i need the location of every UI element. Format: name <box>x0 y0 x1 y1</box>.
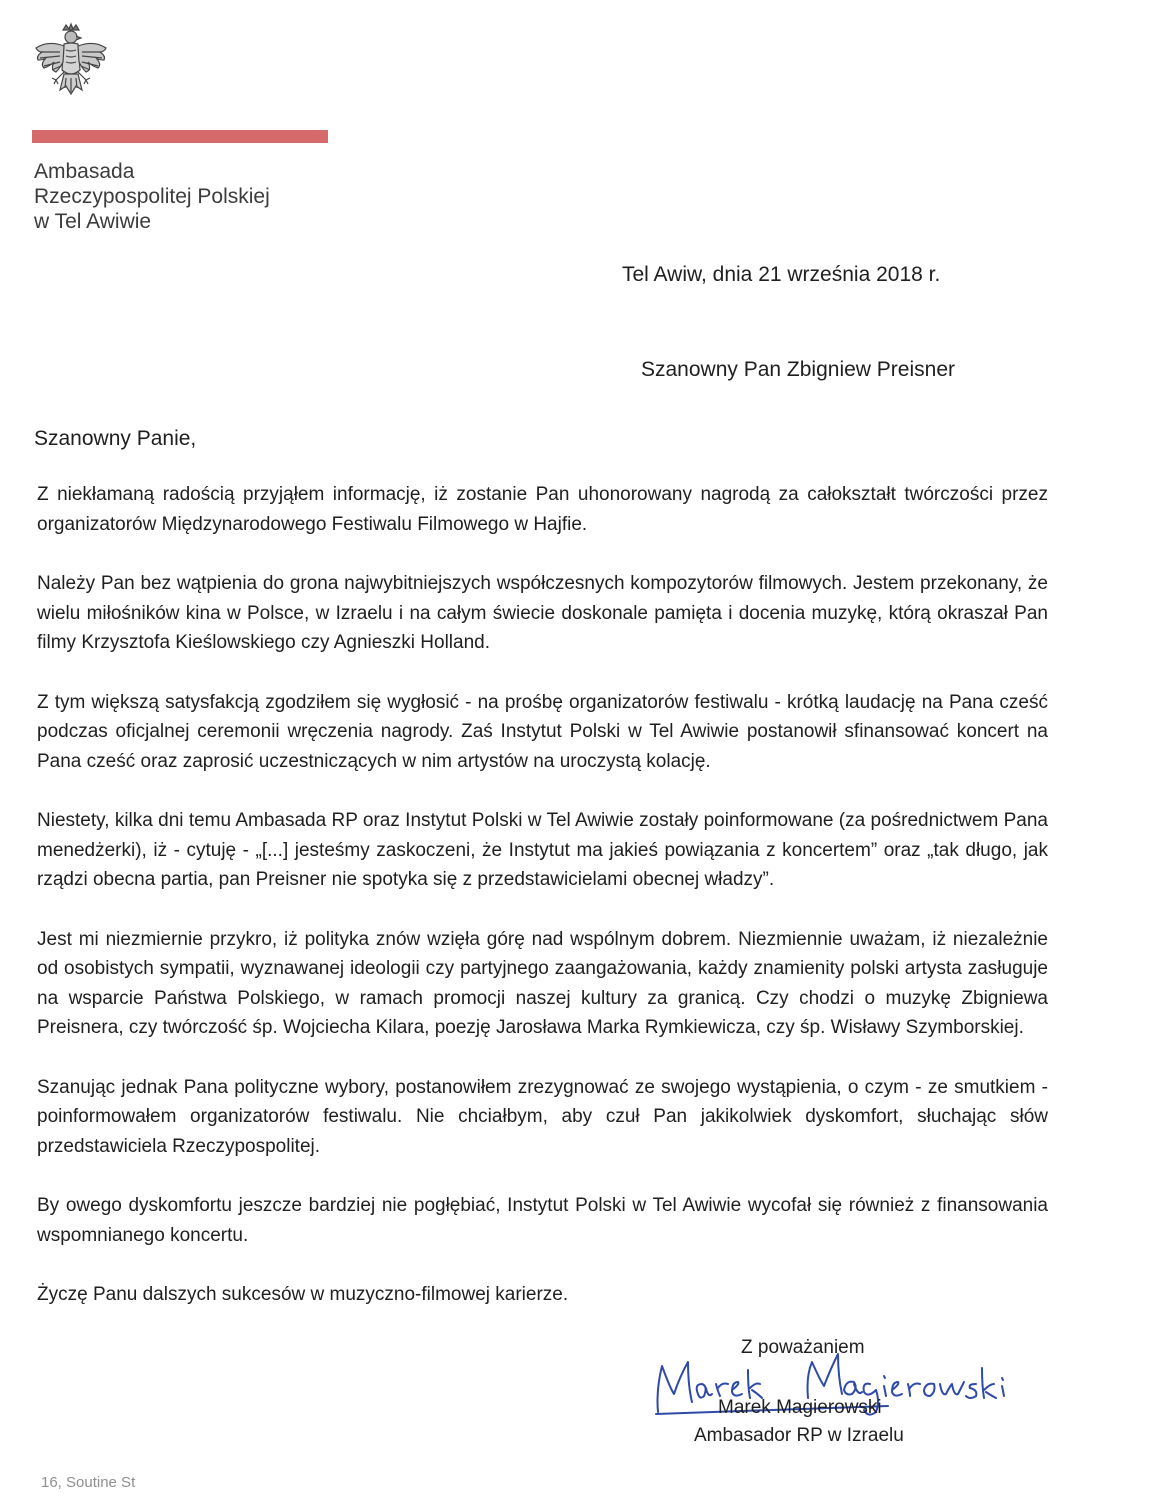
letter-date: Tel Awiw, dnia 21 września 2018 r. <box>622 263 941 286</box>
body-paragraph: Należy Pan bez wątpienia do grona najwybitniejszych współczesnych kompozytorów filmowych. Jestem przekonany, że wielu miłośników kina w Polsce, w Izraelu i na całym świecie doskonale pamięta i docenia muzykę, którą okraszał Pan filmy Krzysztofa Kieślowskiego czy Agnieszki Holland. <box>37 573 1048 653</box>
sender-line: Ambasada <box>34 160 135 183</box>
body-paragraph: Życzę Panu dalszych sukcesów w muzyczno-filmowej karierze. <box>37 1284 569 1305</box>
red-header-bar <box>32 130 328 143</box>
body-paragraph: Z niekłamaną radością przyjąłem informację, iż zostanie Pan uhonorowany nagrodą za całokształt twórczości przez organizatorów Międzynarodowego Festiwalu Filmowego w Hajfie. <box>37 484 1048 535</box>
addressee: Szanowny Pan Zbigniew Preisner <box>641 358 955 381</box>
body-paragraph: By owego dyskomfortu jeszcze bardziej nie pogłębiać, Instytut Polski w Tel Awiwie wycofał się również z finansowania wspomnianego koncertu. <box>37 1195 1048 1246</box>
sender-block <box>34 159 270 234</box>
signer-name: Marek Magierowski <box>718 1397 882 1418</box>
body-paragraph: Jest mi niezmiernie przykro, iż polityka znów wzięła górę nad wspólnym dobrem. Niezmiennie uważam, iż niezależnie od osobistych sympatii, wyznawanej ideologii czy partyjnego zaangażowania, każdy znamienity polski artysta zasługuje na wsparcie Państwa Polskiego, w ramach promocji naszej kultury za granicą. Czy chodzi o muzykę Zbigniewa Preisnera, czy twórczość śp. Wojciecha Kilara, poezję Jarosława Marka Rymkiewicza, czy śp. Wisławy Szymborskiej. <box>37 928 1048 1038</box>
body-paragraph: Z tym większą satysfakcją zgodziłem się wygłosić - na prośbę organizatorów festiwalu - krótką laudację na Pana cześć podczas oficjalnej ceremonii wręczenia nagrody. Zaś Instytut Polski w Tel Awiwie postanowił sfinansować koncert na Pana cześć oraz zaprosić uczestniczących w nim artystów na uroczystą kolację. <box>37 691 1048 772</box>
polish-eagle-emblem-icon <box>30 22 112 106</box>
letter-body <box>37 480 1048 1310</box>
salutation: Szanowny Panie, <box>34 427 197 450</box>
signer-title: Ambasador RP w Izraelu <box>694 1425 904 1446</box>
body-paragraph: Szanując jednak Pana polityczne wybory, postanowiłem zrezygnować ze swojego wystąpienia, o czym - ze smutkiem - poinformowałem organizatorów festiwalu. Nie chciałbym, aby czuł Pan jakikolwiek dyskomfort, słuchając słów przedstawiciela Rzeczypospolitej. <box>37 1076 1048 1157</box>
footer-address: 16, Soutine St <box>41 1474 136 1491</box>
sender-line: w Tel Awiwie <box>34 210 152 233</box>
body-paragraph: Niestety, kilka dni temu Ambasada RP oraz Instytut Polski w Tel Awiwie zostały poinformowane (za pośrednictwem Pana menedżerki), iż - cytuję - „[...] jesteśmy zaskoczeni, że Instytut ma jakieś powiązania z koncertem” oraz „tak długo, jak rządzi obecna partia, pan Preisner nie spotyka się z przedstawicielami obecnej władzy”. <box>37 810 1048 890</box>
sender-line: Rzeczypospolitej Polskiej <box>34 185 270 208</box>
closing: Z poważaniem <box>741 1337 865 1358</box>
